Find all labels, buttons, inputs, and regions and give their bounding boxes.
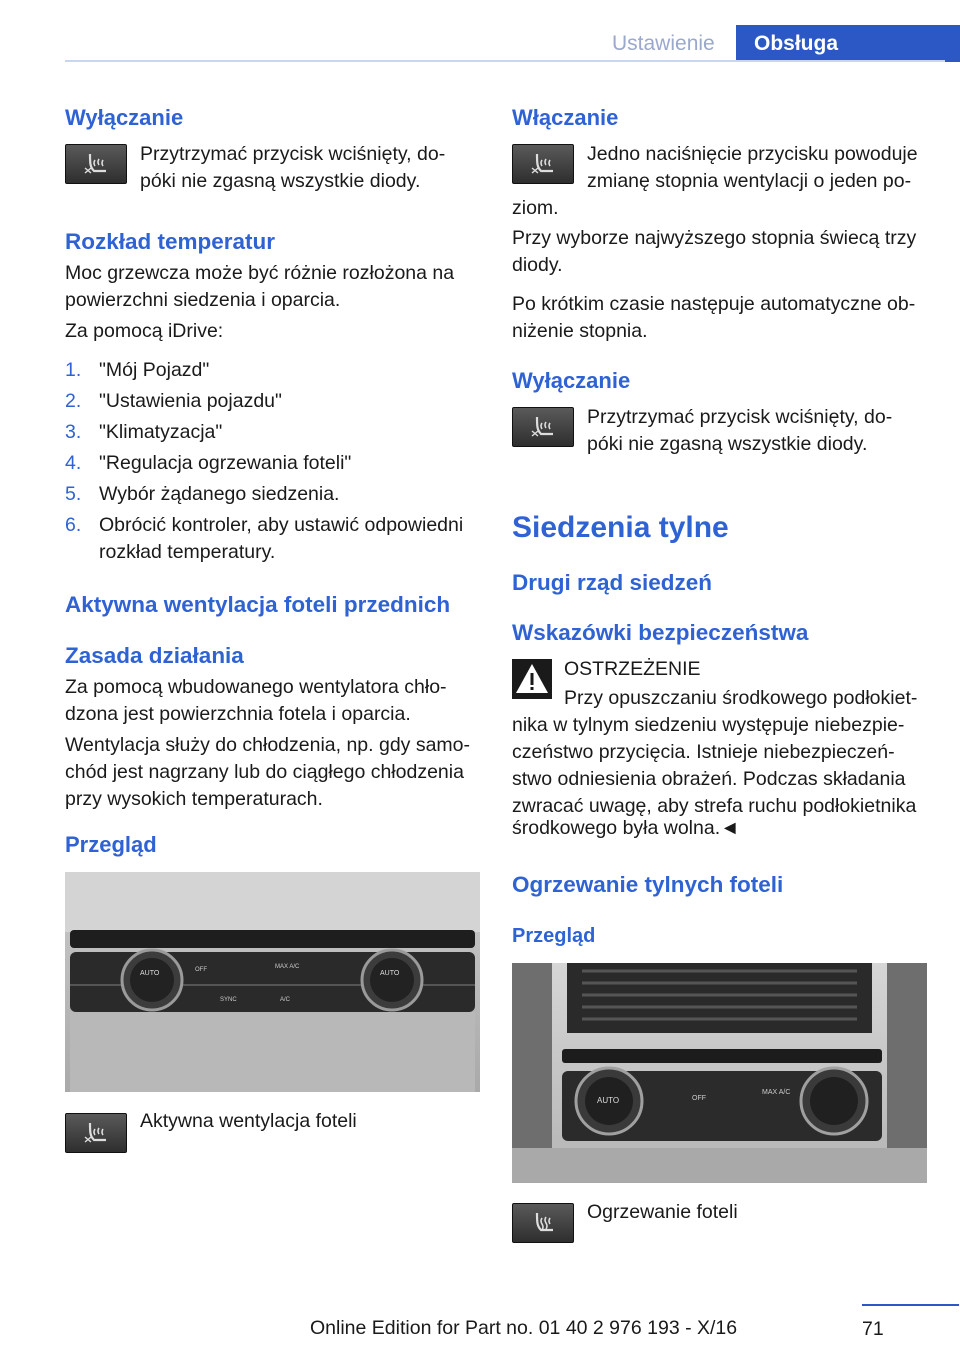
panel-auto-left: AUTO <box>140 970 160 977</box>
seat-ventilation-off-icon <box>512 407 574 447</box>
heading-siedzenia-tylne: Siedzenia tylne <box>512 511 729 544</box>
zasada-text-line2: dzona jest powierzchnia fotela i oparcia. <box>65 703 411 725</box>
wentylacja-text-line1: Wentylacja służy do chłodzenia, np. gdy samo- <box>65 734 471 756</box>
rear-panel-max-ac: MAX A/C <box>762 1089 791 1096</box>
heading-wskazowki: Wskazówki bezpieczeństwa <box>512 620 809 645</box>
caption-aktywna-wentylacja: Aktywna wentylacja foteli <box>140 1110 357 1132</box>
header-divider <box>65 60 945 62</box>
idrive-steps-list: 1. "Mój Pojazd" 2. "Ustawienia pojazdu" 3. "Klimatyzacja" 4. "Regulacja ogrzewania foteli" 5. Wybór żądanego siedzenia. 6. Obrócić kontroler, aby ustawić odpowiedni rozkład temperatury. <box>65 357 485 577</box>
wentylacja-text-line2: chód jest nagrzany lub do ciągłego chłodzenia <box>65 761 464 783</box>
heading-wylaczanie-right: Wyłączanie <box>512 368 631 393</box>
header-tabs <box>580 25 960 61</box>
warning-icon <box>512 659 552 699</box>
warning-line1: Przy opuszczaniu środkowego podłokiet- <box>564 687 918 709</box>
seat-heating-icon <box>512 1203 574 1243</box>
tab-ustawienie[interactable]: Ustawienie <box>612 32 715 55</box>
krotki-text-line1: Po krótkim czasie następuje automatyczne ob- <box>512 293 916 315</box>
panel-ac: A/C <box>280 997 291 1003</box>
heading-wylaczanie-left: Wyłączanie <box>65 105 184 130</box>
caption-ogrzewanie-foteli: Ogrzewanie foteli <box>587 1201 738 1223</box>
warning-line4: stwo odniesienia obrażeń. Podczas składania <box>512 768 906 790</box>
warning-title: OSTRZEŻENIE <box>564 658 701 680</box>
heading-wlaczanie: Włączanie <box>512 105 619 130</box>
warning-line6: środkowego była wolna.◄ <box>512 817 740 839</box>
page-number: 71 <box>862 1318 884 1340</box>
zasada-text-line1: Za pomocą wbudowanego wentylatora chło- <box>65 676 447 698</box>
seat-ventilation-button-icon <box>65 144 127 184</box>
wylaczanie-right-text-line1: Przytrzymać przycisk wciśnięty, do- <box>587 406 893 428</box>
panel-sync: SYNC <box>220 997 237 1003</box>
warning-line5: zwracać uwagę, aby strefa ruchu podłokietnika <box>512 795 917 817</box>
footer-divider <box>862 1304 959 1306</box>
krotki-text-line2: niżenie stopnia. <box>512 320 648 342</box>
front-climate-panel-photo <box>65 872 480 1092</box>
wlaczanie-text-line1: Jedno naciśnięcie przycisku powoduje <box>587 143 918 165</box>
wylaczanie-right-text-line2: póki nie zgasną wszystkie diody. <box>587 433 868 455</box>
heading-przeglad-right: Przegląd <box>512 925 596 947</box>
wybor-text-line2: diody. <box>512 254 563 276</box>
wlaczanie-text-line2: zmianę stopnia wentylacji o jeden po- <box>587 170 912 192</box>
wybor-text-line1: Przy wyborze najwyższego stopnia świecą trzy <box>512 227 917 249</box>
wentylacja-text-line3: przy wysokich temperaturach. <box>65 788 323 810</box>
idrive-intro: Za pomocą iDrive: <box>65 320 224 342</box>
list-item-continuation: rozkład temperatury. <box>99 541 276 563</box>
panel-auto-right: AUTO <box>380 970 400 977</box>
warning-line3: czeństwo przycięcia. Istnieje niebezpieczeń- <box>512 741 895 763</box>
seat-ventilation-on-icon <box>512 144 574 184</box>
wlaczanie-text-line3: ziom. <box>512 197 559 219</box>
rear-climate-panel-photo <box>512 963 927 1183</box>
warning-line2: nika w tylnym siedzeniu występuje niebezpie- <box>512 714 905 736</box>
heading-aktywna-wentylacja: Aktywna wentylacja foteli przednich <box>65 592 451 617</box>
seat-ventilation-caption-icon <box>65 1113 127 1153</box>
rear-panel-off: OFF <box>692 1095 706 1102</box>
tab-obsluga[interactable]: Obsługa <box>736 25 960 62</box>
wylaczanie-text-line1: Przytrzymać przycisk wciśnięty, do- <box>140 143 446 165</box>
heading-przeglad-left: Przegląd <box>65 832 157 857</box>
panel-max-ac: MAX A/C <box>275 964 300 970</box>
panel-off: OFF <box>195 967 207 973</box>
heading-ogrzewanie-tylnych: Ogrzewanie tylnych foteli <box>512 872 784 897</box>
rear-panel-auto: AUTO <box>597 1096 620 1105</box>
heading-drugi-rzad: Drugi rząd siedzeń <box>512 570 713 595</box>
rozklad-text-line2: powierzchni siedzenia i oparcia. <box>65 289 341 311</box>
footer-edition: Online Edition for Part no. 01 40 2 976 193 - X/16 <box>310 1317 738 1339</box>
rozklad-text-line1: Moc grzewcza może być różnie rozłożona na <box>65 262 455 284</box>
heading-rozklad-temperatur: Rozkład temperatur <box>65 229 276 254</box>
heading-zasada-dzialania: Zasada działania <box>65 643 244 668</box>
wylaczanie-text-line2: póki nie zgasną wszystkie diody. <box>140 170 421 192</box>
